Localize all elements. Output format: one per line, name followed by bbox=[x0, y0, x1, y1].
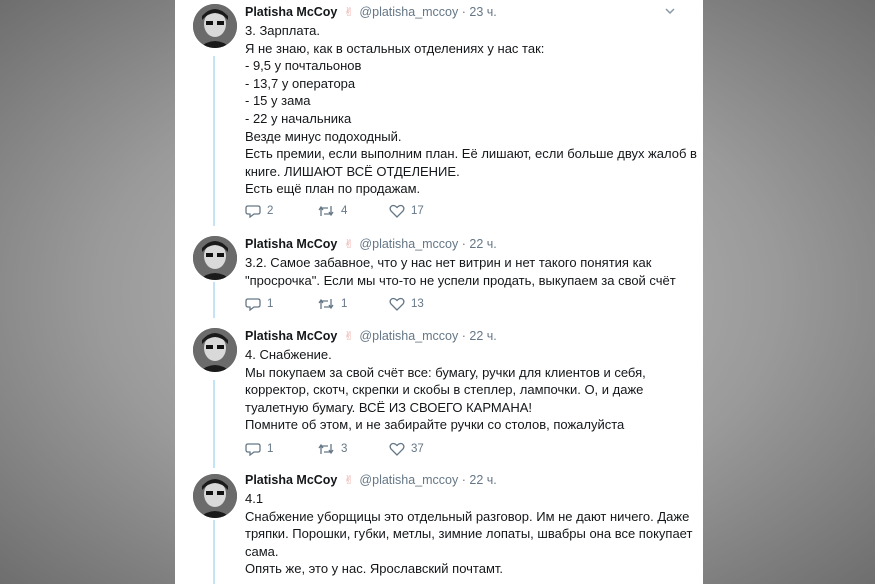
avatar[interactable] bbox=[193, 4, 237, 48]
retweet-icon bbox=[317, 297, 335, 311]
tweet-text-line: Есть премии, если выполним план. Её лишают, если больше двух жалоб в bbox=[245, 146, 697, 162]
tweet-header bbox=[245, 236, 497, 252]
avatar[interactable] bbox=[193, 236, 237, 280]
tweet-time[interactable]: · 22 ч. bbox=[461, 237, 497, 251]
bunny-ears-icon: ✌ bbox=[343, 473, 354, 487]
thread-connector-line bbox=[213, 282, 215, 318]
tweet-text bbox=[245, 254, 675, 289]
tweet-text-line: сама. bbox=[245, 543, 279, 559]
reply-count: 1 bbox=[267, 298, 274, 310]
tweet-thread-panel bbox=[175, 0, 703, 584]
thread-connector-line bbox=[213, 56, 215, 226]
thread-connector-line bbox=[213, 380, 215, 468]
avatar[interactable] bbox=[193, 474, 237, 518]
tweet-time[interactable]: · 23 ч. bbox=[461, 5, 497, 19]
like-button[interactable] bbox=[389, 442, 424, 456]
tweet-text-line: 4. Снабжение. bbox=[245, 347, 332, 362]
tweet-header bbox=[245, 472, 497, 488]
tweet-text-line: "просрочка". Если мы что-то не успели продать, выкупаем за свой счёт bbox=[245, 272, 676, 288]
like-button[interactable] bbox=[389, 204, 424, 218]
retweet-icon bbox=[317, 204, 335, 218]
tweet-text-line: Я не знаю, как в остальных отделениях у нас так: bbox=[245, 40, 545, 56]
tweet-text-line: - 22 у начальника bbox=[245, 110, 352, 126]
heart-icon bbox=[389, 442, 405, 456]
reply-icon bbox=[245, 442, 261, 456]
author-name[interactable]: Platisha McCoy bbox=[245, 473, 338, 487]
thread-connector-line bbox=[213, 520, 215, 584]
tweet-header bbox=[245, 328, 497, 344]
author-handle[interactable]: @platisha_mccoy bbox=[359, 329, 459, 343]
author-name[interactable]: Platisha McCoy bbox=[245, 329, 338, 343]
like-button[interactable] bbox=[389, 297, 424, 311]
tweet-time[interactable]: · 22 ч. bbox=[461, 473, 497, 487]
tweet-text-line: Везде минус подоходный. bbox=[245, 128, 402, 144]
reply-count: 1 bbox=[267, 443, 274, 455]
author-handle[interactable]: @platisha_mccoy bbox=[359, 5, 459, 19]
retweet-button[interactable] bbox=[317, 297, 347, 311]
reply-button[interactable] bbox=[245, 204, 273, 218]
retweet-button[interactable] bbox=[317, 204, 347, 218]
tweet-text bbox=[245, 22, 697, 198]
tweet-text-line: - 13,7 у оператора bbox=[245, 75, 356, 91]
avatar-image bbox=[193, 4, 237, 48]
tweet-time[interactable]: · 22 ч. bbox=[461, 329, 497, 343]
retweet-count: 1 bbox=[341, 298, 348, 310]
tweet-text-line: Опять же, это у нас. Ярославский почтамт. bbox=[245, 561, 504, 577]
avatar-image bbox=[193, 328, 237, 372]
author-handle[interactable]: @platisha_mccoy bbox=[359, 473, 459, 487]
retweet-count: 3 bbox=[341, 443, 348, 455]
like-count: 13 bbox=[411, 298, 424, 310]
retweet-button[interactable] bbox=[317, 442, 347, 456]
bunny-ears-icon: ✌ bbox=[343, 5, 354, 19]
avatar-image bbox=[193, 474, 237, 518]
heart-icon bbox=[389, 297, 405, 311]
bunny-ears-icon: ✌ bbox=[343, 237, 354, 251]
tweet-text-line: Помните об этом, и не забирайте ручки со столов, пожалуйста bbox=[245, 417, 625, 433]
tweet-text-line: книге. ЛИШАЮТ ВСЁ ОТДЕЛЕНИЕ. bbox=[245, 163, 460, 179]
reply-button[interactable] bbox=[245, 442, 273, 456]
retweet-icon bbox=[317, 442, 335, 456]
tweet-text bbox=[245, 490, 693, 578]
chevron-down-icon[interactable] bbox=[665, 6, 675, 16]
avatar-image bbox=[193, 236, 237, 280]
reply-button[interactable] bbox=[245, 297, 273, 311]
reply-icon bbox=[245, 297, 261, 311]
tweet-text-line: туалетную бумагу. ВСЁ ИЗ СВОЕГО КАРМАНА! bbox=[245, 399, 533, 415]
author-handle[interactable]: @platisha_mccoy bbox=[359, 237, 459, 251]
author-name[interactable]: Platisha McCoy bbox=[245, 237, 338, 251]
tweet-text-line: 4.1 bbox=[245, 491, 264, 506]
tweet-text-line: Мы покупаем за свой счёт все: бумагу, ручки для клиентов и себя, bbox=[245, 364, 646, 380]
tweet-text-line: 3.2. Самое забавное, что у нас нет витрин и нет такого понятия как bbox=[245, 255, 652, 270]
reply-count: 2 bbox=[267, 205, 274, 217]
like-count: 37 bbox=[411, 443, 424, 455]
tweet-header bbox=[245, 4, 497, 20]
tweet-text-line: Есть ещё план по продажам. bbox=[245, 181, 421, 197]
like-count: 17 bbox=[411, 205, 424, 217]
heart-icon bbox=[389, 204, 405, 218]
tweet-text-line: - 9,5 у почтальонов bbox=[245, 58, 362, 74]
retweet-count: 4 bbox=[341, 205, 348, 217]
tweet-text-line: тряпки. Порошки, губки, метлы, зимние лопаты, швабры она все покупает bbox=[245, 526, 693, 542]
tweet-text-line: корректор, скотч, скрепки и скобы в степлер, лампочки. О, и даже bbox=[245, 382, 644, 398]
author-name[interactable]: Platisha McCoy bbox=[245, 5, 338, 19]
tweet-text bbox=[245, 346, 675, 434]
tweet-text-line: Снабжение уборщицы это отдельный разговор. Им не дают ничего. Даже bbox=[245, 508, 690, 524]
tweet-text-line: 3. Зарплата. bbox=[245, 23, 320, 38]
avatar[interactable] bbox=[193, 328, 237, 372]
reply-icon bbox=[245, 204, 261, 218]
tweet-text-line: - 15 у зама bbox=[245, 93, 311, 109]
bunny-ears-icon: ✌ bbox=[343, 329, 354, 343]
